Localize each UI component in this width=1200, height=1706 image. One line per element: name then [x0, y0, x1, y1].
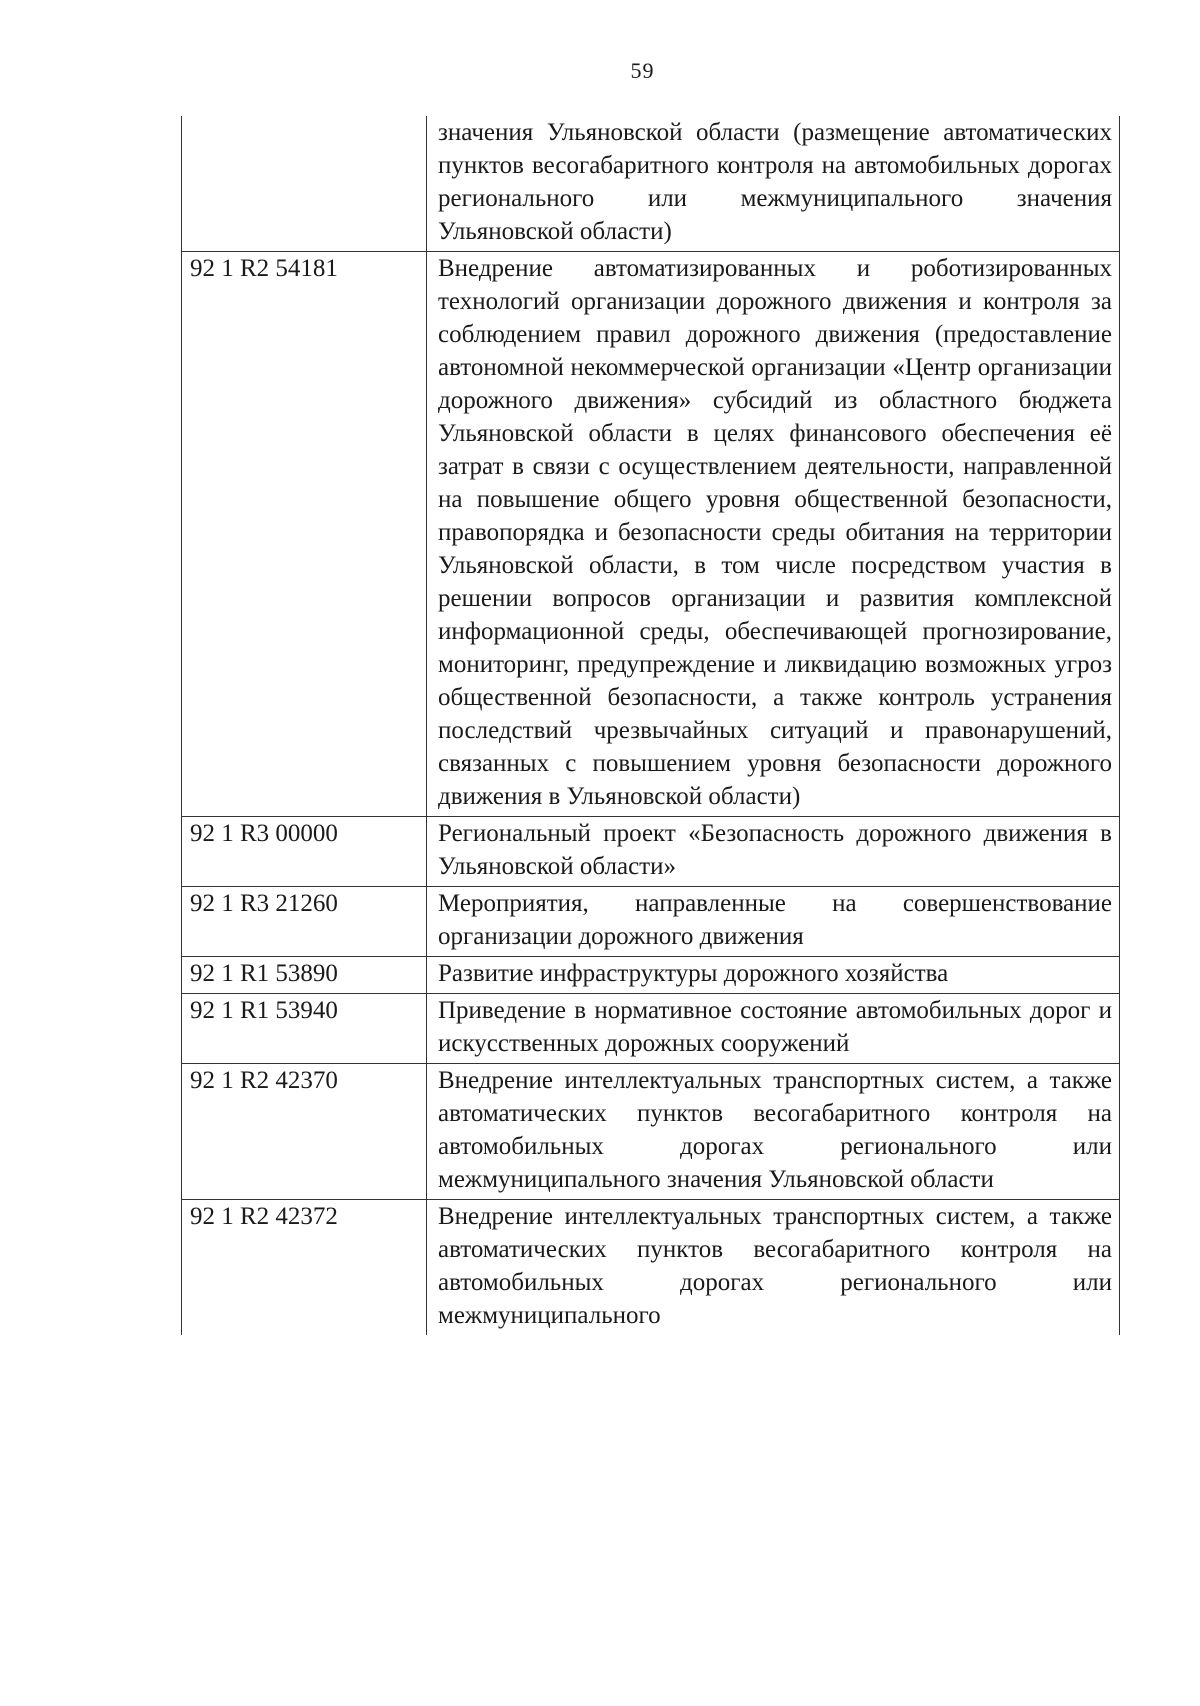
- row-code: 92 1 R3 21260: [182, 887, 427, 957]
- row-description: Региональный проект «Безопасность дорожного движения в Ульяновской области»: [427, 817, 1120, 887]
- row-description: Внедрение интеллектуальных транспортных систем, а также автоматических пунктов весогабаритного контроля на автомобильных дорогах регионального или межмуниципального значения Ульяновской области: [427, 1064, 1120, 1200]
- row-code: 92 1 R2 54181: [182, 252, 427, 817]
- row-code: [182, 116, 427, 252]
- page-number: 59: [630, 58, 655, 83]
- row-code: 92 1 R1 53940: [182, 994, 427, 1064]
- table-row: [182, 1064, 1120, 1200]
- row-description: Внедрение интеллектуальных транспортных систем, а также автоматических пунктов весогабаритного контроля на автомобильных дорогах регионального или межмуниципального: [427, 1200, 1120, 1336]
- row-code: 92 1 R2 42372: [182, 1200, 427, 1336]
- row-description: значения Ульяновской области (размещение автоматических пунктов весогабаритного контроля на автомобильных дорогах регионального или межмуниципального значения Ульяновской области): [427, 116, 1120, 252]
- row-code: 92 1 R1 53890: [182, 957, 427, 994]
- table-row: [182, 887, 1120, 957]
- table-row: [182, 252, 1120, 817]
- row-description: Развитие инфраструктуры дорожного хозяйства: [427, 957, 1120, 994]
- row-description: Внедрение автоматизированных и роботизированных технологий организации дорожного движения и контроля за соблюдением правил дорожного движения (предоставление автономной некоммерческой организации «Центр организации дорожного движения» субсидий из областного бюджета Ульяновской области в целях финансового обеспечения её затрат в связи с осуществлением деятельности, направленной на повышение общего уровня общественной безопасности, правопорядка и безопасности среды обитания на территории Ульяновской области, в том числе посредством участия в решении вопросов организации и развития комплексной информационной среды, обеспечивающей прогнозирование, мониторинг, предупреждение и ликвидацию возможных угроз общественной безопасности, а также контроль устранения последствий чрезвычайных ситуаций и правонарушений, связанных с повышением уровня безопасности дорожного движения в Ульяновской области): [427, 252, 1120, 817]
- row-code: 92 1 R2 42370: [182, 1064, 427, 1200]
- row-description: Мероприятия, направленные на совершенствование организации дорожного движения: [427, 887, 1120, 957]
- table-row: [182, 116, 1120, 252]
- row-description: Приведение в нормативное состояние автомобильных дорог и искусственных дорожных сооружений: [427, 994, 1120, 1064]
- row-code: 92 1 R3 00000: [182, 817, 427, 887]
- table-row: [182, 1200, 1120, 1336]
- table-row: [182, 994, 1120, 1064]
- budget-classification-table: [181, 116, 1120, 1335]
- table-row: [182, 817, 1120, 887]
- table-row: [182, 957, 1120, 994]
